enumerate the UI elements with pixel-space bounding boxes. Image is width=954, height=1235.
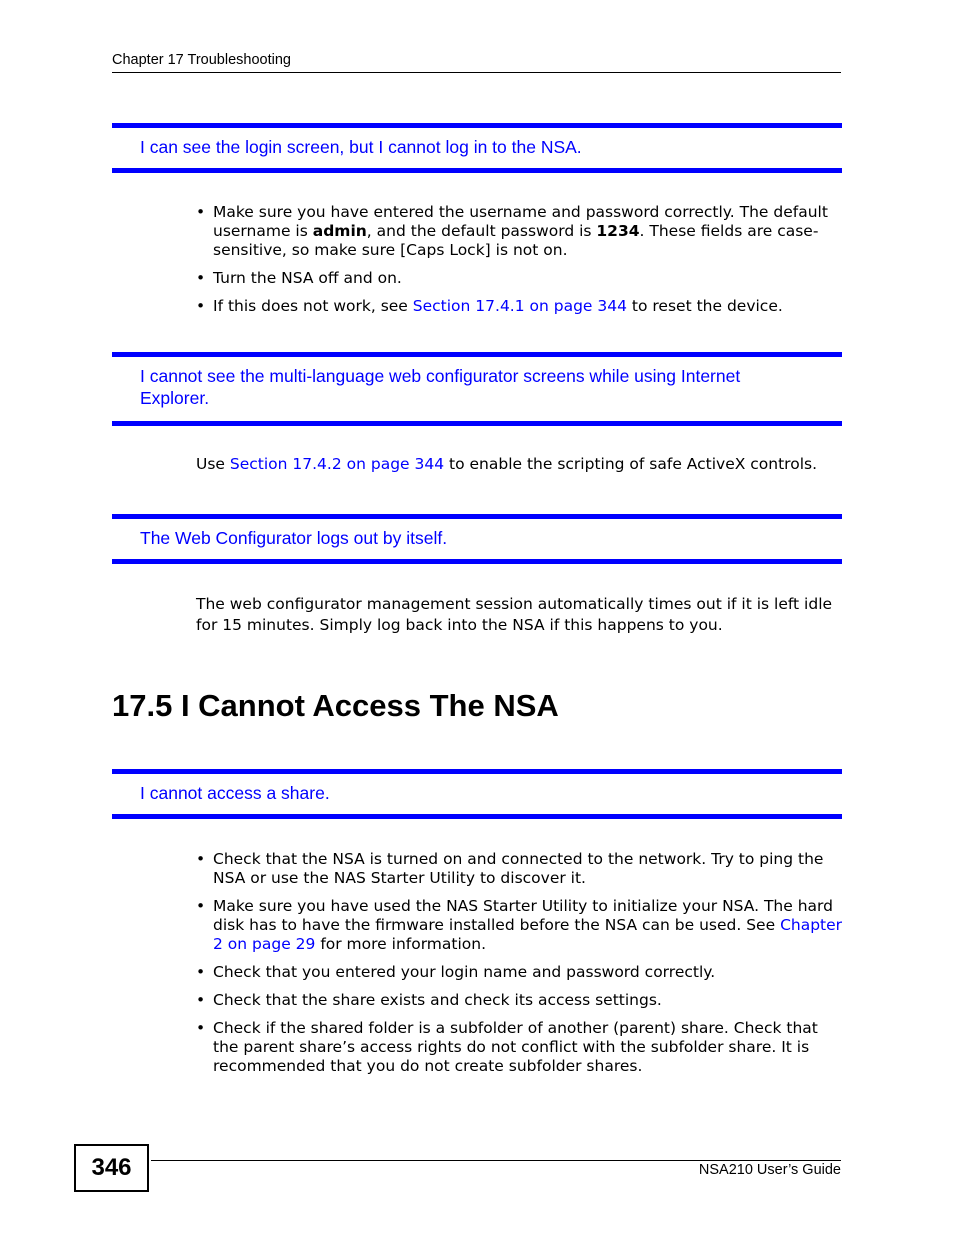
question-box-multilang — [112, 352, 842, 426]
paragraph-multilang: Use Section 17.4.2 on page 344 to enable the scripting of safe ActiveX controls. — [196, 455, 818, 473]
header-divider — [112, 72, 841, 73]
link-section-17-4-2[interactable]: Section 17.4.2 on page 344 — [229, 455, 445, 473]
guide-title: NSA210 User’s Guide — [698, 1162, 841, 1178]
paragraph-logout: The web configurator management session automatically times out if it is left idle for 15 minutes. Simply log back into the NSA if this happens to you. — [196, 595, 833, 634]
link-section-17-4-1[interactable]: Section 17.4.1 on page 344 — [412, 297, 627, 315]
page-number: 346 — [74, 1144, 149, 1192]
list-item: • Make sure you have entered the username and password correctly. The default username is admin, and the default password is 1234. These fields are case-sensitive, so make sure [Caps Lock] is not on. — [196, 203, 846, 260]
question-box-logout — [112, 514, 842, 564]
link-chapter-2[interactable]: Chapter 2 on page 29 — [213, 916, 843, 953]
list-item: • If this does not work, see Section 17.4.1 on page 344 to reset the device. — [196, 297, 846, 316]
section-title: 17.5 I Cannot Access The NSA — [112, 688, 559, 723]
list-item: • Check that you entered your login name and password correctly. — [196, 963, 846, 982]
list-item: • Check that the NSA is turned on and connected to the network. Try to ping the NSA or use the NAS Starter Utility to discover it. — [196, 850, 846, 888]
list-item: • Turn the NSA off and on. — [196, 269, 846, 288]
bullet-list-login — [196, 203, 846, 325]
footer-divider — [151, 1160, 841, 1161]
bullet-list-share — [196, 850, 846, 1085]
question-multilang: I cannot see the multi-language web configurator screens while using Internet Explorer. — [140, 366, 741, 408]
chapter-header: Chapter 17 Troubleshooting — [112, 52, 291, 68]
list-item: • Make sure you have used the NAS Starter Utility to initialize your NSA. The hard disk has to have the firmware installed before the NSA can be used. See Chapter 2 on page 29 for more information. — [196, 897, 846, 954]
question-box-login — [112, 123, 842, 173]
question-logout: The Web Configurator logs out by itself. — [140, 528, 448, 548]
list-item: • Check that the share exists and check its access settings. — [196, 991, 846, 1010]
question-share: I cannot access a share. — [140, 783, 330, 803]
question-box-share — [112, 769, 842, 819]
list-item: • Check if the shared folder is a subfolder of another (parent) share. Check that the parent share’s access rights do not conflict with the subfolder share. It is recommended that you do not create subfolder shares. — [196, 1019, 846, 1076]
question-login: I can see the login screen, but I cannot log in to the NSA. — [140, 137, 582, 157]
